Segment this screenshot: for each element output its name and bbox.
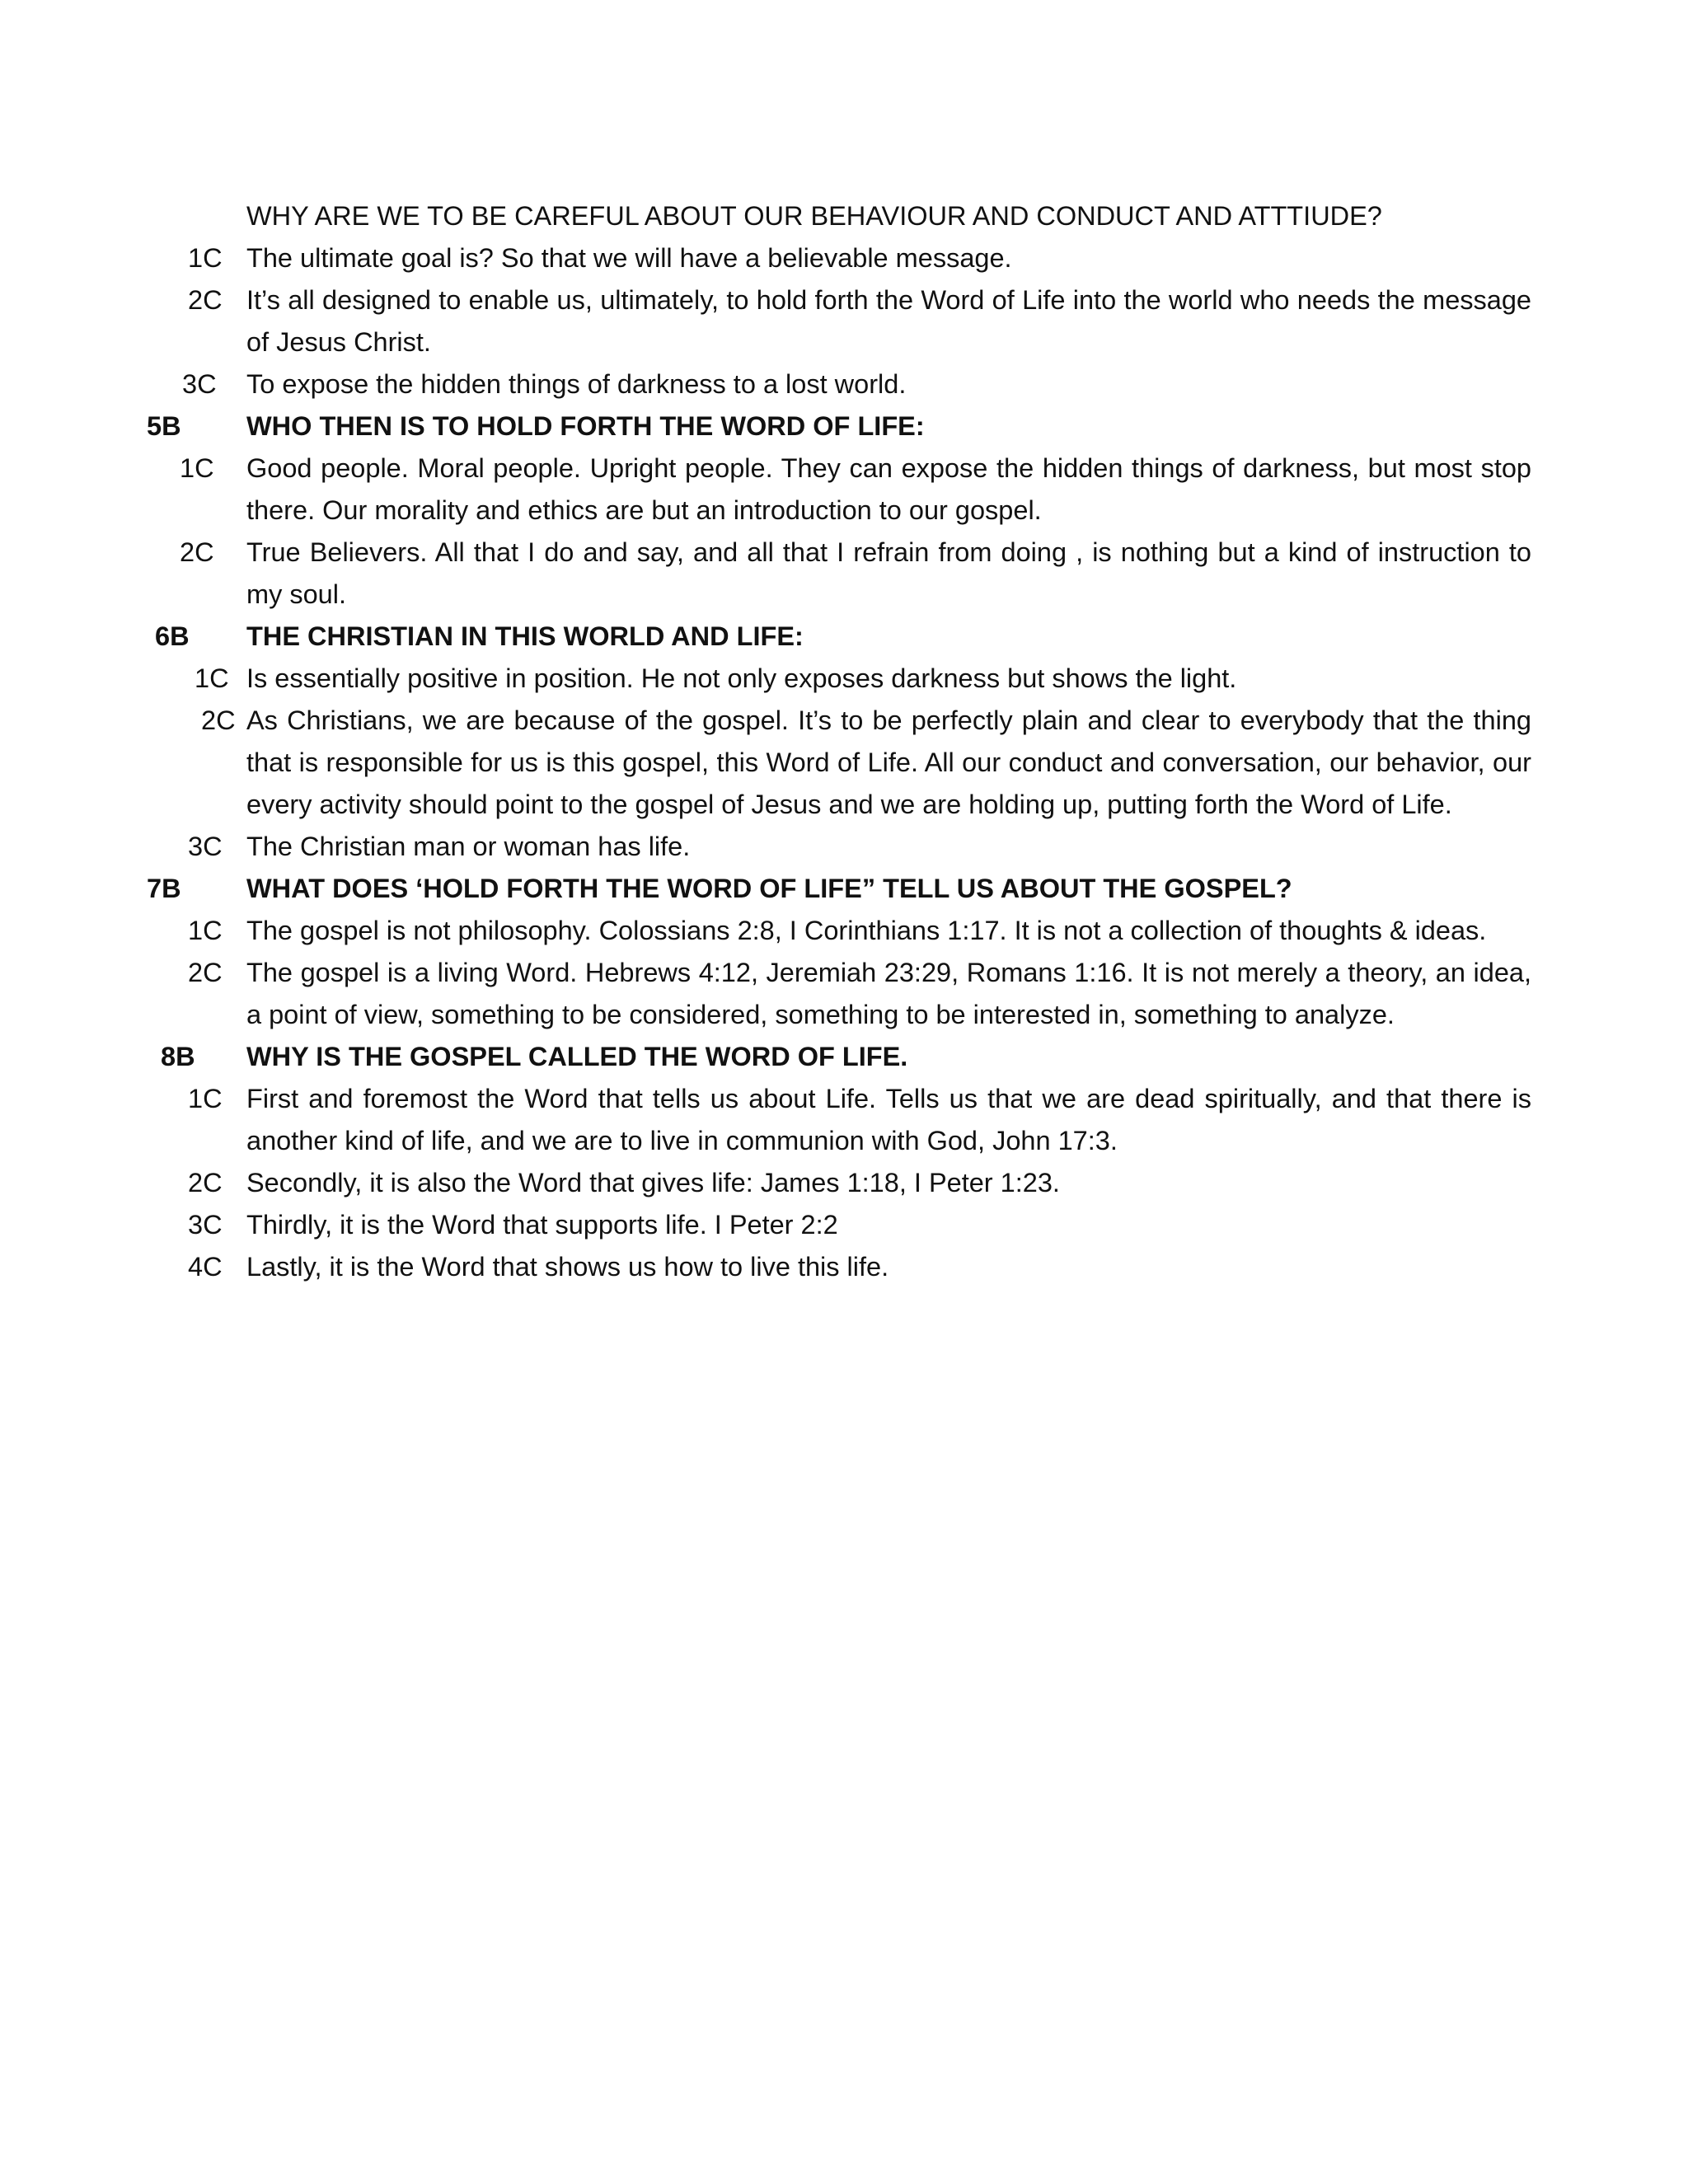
section-heading bbox=[0, 405, 1688, 448]
item-text: Lastly, it is the Word that shows us how to live this life. bbox=[246, 1252, 889, 1282]
item-text: The ultimate goal is? So that we will have a believable message. bbox=[246, 243, 1012, 273]
item-text: Secondly, it is also the Word that gives life: James 1:18, I Peter 1:23. bbox=[246, 1168, 1060, 1197]
item-marker: 2C bbox=[188, 958, 223, 987]
outline-item bbox=[0, 700, 1688, 826]
item-text: It’s all designed to enable us, ultimately, to hold forth the Word of Life into the world who needs the message of Jesus Christ. bbox=[246, 285, 1531, 357]
section-title: WHO THEN IS TO HOLD FORTH THE WORD OF LIFE: bbox=[246, 411, 925, 441]
item-marker: 3C bbox=[188, 832, 223, 861]
item-marker: 3C bbox=[182, 369, 217, 399]
outline-item bbox=[0, 279, 1688, 363]
item-marker: 1C bbox=[188, 243, 223, 273]
outline-item bbox=[0, 910, 1688, 952]
outline-item bbox=[0, 658, 1688, 700]
outline-item bbox=[0, 952, 1688, 1036]
item-text: Good people. Moral people. Upright people. They can expose the hidden things of darkness, but most stop there. Our morality and ethics are but an introduction to our gospel. bbox=[246, 453, 1531, 525]
item-marker: 2C bbox=[188, 285, 223, 315]
item-text: To expose the hidden things of darkness to a lost world. bbox=[246, 369, 907, 399]
item-text: The Christian man or woman has life. bbox=[246, 832, 691, 861]
section-heading bbox=[0, 616, 1688, 658]
outline-list bbox=[0, 195, 1688, 1288]
item-marker: 2C bbox=[180, 537, 214, 567]
outline-item bbox=[0, 448, 1688, 532]
outline-item bbox=[0, 1246, 1688, 1288]
item-marker: 1C bbox=[180, 453, 214, 483]
intro-question-text: WHY ARE WE TO BE CAREFUL ABOUT OUR BEHAVIOUR AND CONDUCT AND ATTTIUDE? bbox=[246, 201, 1382, 231]
item-text: First and foremost the Word that tells us about Life. Tells us that we are dead spiritually, and that there is another kind of life, and we are to live in communion with God, John 17:3. bbox=[246, 1084, 1531, 1155]
item-marker: 2C bbox=[201, 705, 236, 735]
section-marker: 6B bbox=[155, 621, 190, 651]
item-marker: 2C bbox=[188, 1168, 223, 1197]
section-title: THE CHRISTIAN IN THIS WORLD AND LIFE: bbox=[246, 621, 804, 651]
section-marker: 8B bbox=[161, 1042, 195, 1071]
intro-question bbox=[0, 195, 1688, 237]
outline-item bbox=[0, 1162, 1688, 1204]
section-marker: 5B bbox=[147, 411, 181, 441]
outline-item bbox=[0, 237, 1688, 279]
item-marker: 1C bbox=[195, 663, 229, 693]
item-marker: 1C bbox=[188, 1084, 223, 1113]
item-text: Thirdly, it is the Word that supports life. I Peter 2:2 bbox=[246, 1210, 838, 1240]
outline-item bbox=[0, 532, 1688, 616]
item-text: As Christians, we are because of the gospel. It’s to be perfectly plain and clear to everybody that the thing that is responsible for us is this gospel, this Word of Life. All our conduct and conversation, our behavior, our every activity should point to the gospel of Jesus and we are holding up, putting forth the Word of Life. bbox=[246, 705, 1531, 819]
item-text: True Believers. All that I do and say, and all that I refrain from doing , is nothing but a kind of instruction to my soul. bbox=[246, 537, 1531, 609]
section-title: WHY IS THE GOSPEL CALLED THE WORD OF LIFE. bbox=[246, 1042, 908, 1071]
outline-item bbox=[0, 826, 1688, 868]
outline-item bbox=[0, 1078, 1688, 1162]
item-text: The gospel is a living Word. Hebrews 4:12, Jeremiah 23:29, Romans 1:16. It is not merely a theory, an idea, a point of view, something to be considered, something to be interested in, something to analyze. bbox=[246, 958, 1531, 1029]
section-heading bbox=[0, 1036, 1688, 1078]
section-title: WHAT DOES ‘HOLD FORTH THE WORD OF LIFE” TELL US ABOUT THE GOSPEL? bbox=[246, 874, 1292, 903]
item-text: The gospel is not philosophy. Colossians 2:8, I Corinthians 1:17. It is not a collection of thoughts & ideas. bbox=[246, 916, 1487, 945]
outline-item bbox=[0, 363, 1688, 405]
item-text: Is essentially positive in position. He not only exposes darkness but shows the light. bbox=[246, 663, 1237, 693]
item-marker: 3C bbox=[188, 1210, 223, 1240]
outline-item bbox=[0, 1204, 1688, 1246]
item-marker: 4C bbox=[188, 1252, 223, 1282]
section-marker: 7B bbox=[147, 874, 181, 903]
section-heading bbox=[0, 868, 1688, 910]
item-marker: 1C bbox=[188, 916, 223, 945]
